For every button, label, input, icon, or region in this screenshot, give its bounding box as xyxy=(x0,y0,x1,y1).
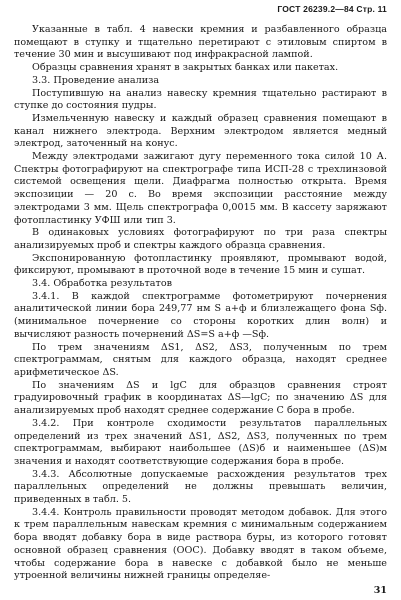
paragraph-4: Поступившую на анализ навеску кремния тщательно растирают в ступке до состояния пудры. xyxy=(14,87,387,112)
paragraph-6: Между электродами зажигают дугу переменного тока силой 10 А. Спектры фотографируют на спектрографе типа ИСП-28 с трехлинзовой системой освещения щели. Диафрагма полностью открыта. Время экспозиции — 20 с. Во время экспозиции расстояние между электродами 3 мм. Щель спектрографа 0,0015 мм. В кассету заряжают фотопластинку УФШ или тип 3. xyxy=(14,151,387,226)
section-heading-3-4: 3.4. Обработка результатов xyxy=(32,278,173,290)
paragraph-2: Образцы сравнения хранят в закрытых банках или пакетах. xyxy=(32,62,339,74)
paragraph-5: Измельченную навеску и каждый образец сравнения помещают в канал нижнего электрода. Верхним электродом является медный электрод, заточенный на конус. xyxy=(14,112,387,150)
paragraph-3-4-2: 3.4.2. При контроле сходимости результатов параллельных определений из трех значений ΔS1, ΔS2, ΔS3, полученных по трем спектрограммам, выбирают наибольшее (ΔS)б и наименьшее (ΔS)м значения и находят соответствующие содержания бора в пробе. xyxy=(14,417,387,467)
paragraph-3-4-3: 3.4.3. Абсолютные допускаемые расхождения результатов трех параллельных определений не должны превышать величин, приведенных в табл. 5. xyxy=(14,468,387,506)
paragraph-3-4-1: 3.4.1. В каждой спектрограмме фотометрируют почернения аналитической линии бора 249,77 нм S a+ф и близлежащего фона Sф. (минимальное почернение со стороны коротких длин волн) и вычисляют разность почернений ΔS=S a+ф —Sф. xyxy=(14,290,387,340)
paragraph-3-4-4: 3.4.4. Контроль правильности проводят методом добавок. Для этого к трем параллельным навескам кремния с минимальным содержанием бора вводят добавку бора в виде раствора буры, из которого готовят основной образец сравнения (ООС). Добавку вводят в таком объеме, чтобы содержание бора в навеске с добавкой было не меньше утроенной величины нижней границы определяе- xyxy=(14,506,387,582)
body-text xyxy=(14,24,387,583)
section-heading-3-3: 3.3. Проведение анализа xyxy=(32,74,160,86)
paragraph-calibration: По значениям ΔS и lgC для образцов сравнения строят градуировочный график в координатах ΔS—lgC; по значению ΔS для анализируемых проб находят среднее содержание С бора в пробе. xyxy=(14,379,387,417)
paragraph-8: Экспонированную фотопластинку проявляют, промывают водой, фиксируют, промывают в проточной воде в течение 15 мин и сушат. xyxy=(14,252,387,277)
page-number: 31 xyxy=(373,585,387,596)
page-header: ГОСТ 26239.2—84 Стр. 11 xyxy=(277,4,387,14)
paragraph-7: В одинаковых условиях фотографируют по три раза спектры анализируемых проб и спектры каждого образца сравнения. xyxy=(14,227,387,251)
paragraph-three-values: По трем значениям ΔS1, ΔS2, ΔS3, полученным по трем спектрограммам, снятым для каждого образца, находят среднее арифметическое ΔS. xyxy=(14,341,387,378)
paragraph-1: Указанные в табл. 4 навески кремния и разбавленного образца помещают в ступку и тщательно перетирают с этиловым спиртом в течение 30 мин и высушивают под инфракрасной лампой. xyxy=(14,24,387,61)
